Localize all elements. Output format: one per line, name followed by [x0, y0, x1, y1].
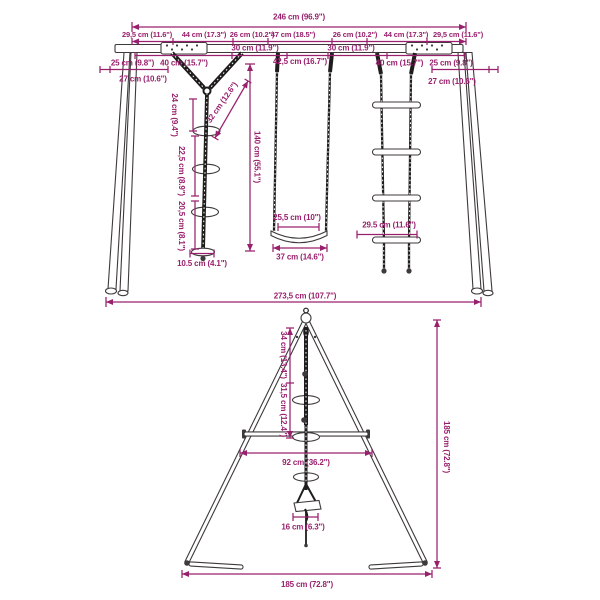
dim-label-left-27: 27 cm (10.6"): [119, 74, 167, 84]
dim-label-seat-16: 16 cm (6.3"): [281, 522, 325, 532]
dim-label-seg-5: 26 cm (10.2"): [332, 30, 378, 39]
right-foot: [472, 288, 483, 294]
dim-label-seg-4: 47 cm (18.5"): [270, 30, 316, 39]
dim-label-seat-37: 37 cm (14.6"): [276, 252, 324, 262]
apex-joint: [301, 313, 311, 323]
right-foot-2: [483, 290, 493, 295]
dim-label-seat-25-5: 25,5 cm (10"): [273, 213, 321, 222]
dim-label-mid-31-5: 31,5 cm (12.4"): [279, 382, 288, 438]
dim-label-rope-20-5: 20,5 cm (8.1"): [177, 201, 186, 251]
dim-label-height-185: 185 cm (72.8"): [442, 421, 451, 473]
dim-label-seg-6: 44 cm (17.3"): [383, 30, 429, 39]
left-bracket-plate: [161, 43, 207, 55]
rope-knot-2: [301, 417, 307, 423]
rope-tail-end: [304, 544, 308, 548]
dim-label-rope-22-5: 22,5 cm (8.9"): [177, 146, 186, 196]
dim-label-seg-3: 26 cm (10.2"): [229, 30, 275, 39]
rope-knot-1: [302, 371, 308, 377]
side-seat: [294, 501, 321, 512]
dim-label-right-25: 25 cm (9.8"): [429, 58, 473, 68]
dim-label-right-40: 40 cm (15.7"): [375, 58, 424, 68]
dim-label-base-273-5: 273,5 cm (107.7"): [273, 291, 337, 301]
dim-label-inner-left-30: 30 cm (11.9"): [231, 43, 279, 53]
dim-label-seg-1: 29,5 cm (11.6"): [121, 30, 173, 39]
dim-label-rung-29-5: 29.5 cm (11.6"): [362, 220, 416, 230]
dim-label-swing-42-5: 42,5 cm (16.7"): [272, 57, 328, 66]
dim-label-height-140: 140 cm (55.1"): [252, 131, 262, 183]
dim-label-rope-32: 32 cm (12.6"): [204, 80, 240, 125]
ladder-end-knot-left: [381, 268, 386, 273]
dim-label-top-34: 34 cm (13.4"): [279, 331, 288, 379]
left-foot-2: [118, 290, 128, 295]
side-left-foot: [184, 560, 190, 566]
side-right-foot: [422, 560, 428, 566]
dim-label-seg-2: 44 cm (17.3"): [181, 30, 227, 39]
dim-label-inner-right-30: 30 cm (11.9"): [327, 43, 375, 53]
dim-hanger-row: [111, 57, 473, 68]
dim-label-left-25: 25 cm (9.8"): [110, 58, 155, 68]
right-bracket-plate: [406, 43, 452, 55]
left-foot: [106, 288, 117, 294]
ladder-end-knot-right: [406, 268, 411, 273]
dim-label-crossbar-92: 92 cm (36.2"): [282, 458, 330, 467]
apex-bolt-right: [314, 336, 316, 338]
apex-bolt-left: [296, 336, 298, 338]
dim-label-depth-185: 185 cm (72.8"): [281, 580, 333, 589]
dim-label-right-27: 27 cm (10.6"): [428, 77, 476, 86]
dim-label-rope-end-10-5: 10.5 cm (4.1"): [177, 259, 227, 268]
dim-label-left-40: 40 cm (15.7"): [160, 58, 208, 68]
dim-label-rope-24: 24 cm (9.4"): [170, 93, 179, 137]
dim-label-seg-7: 29,5 cm (11.6"): [432, 30, 484, 39]
dim-label-total-width: 246 cm (96.9"): [273, 12, 325, 22]
